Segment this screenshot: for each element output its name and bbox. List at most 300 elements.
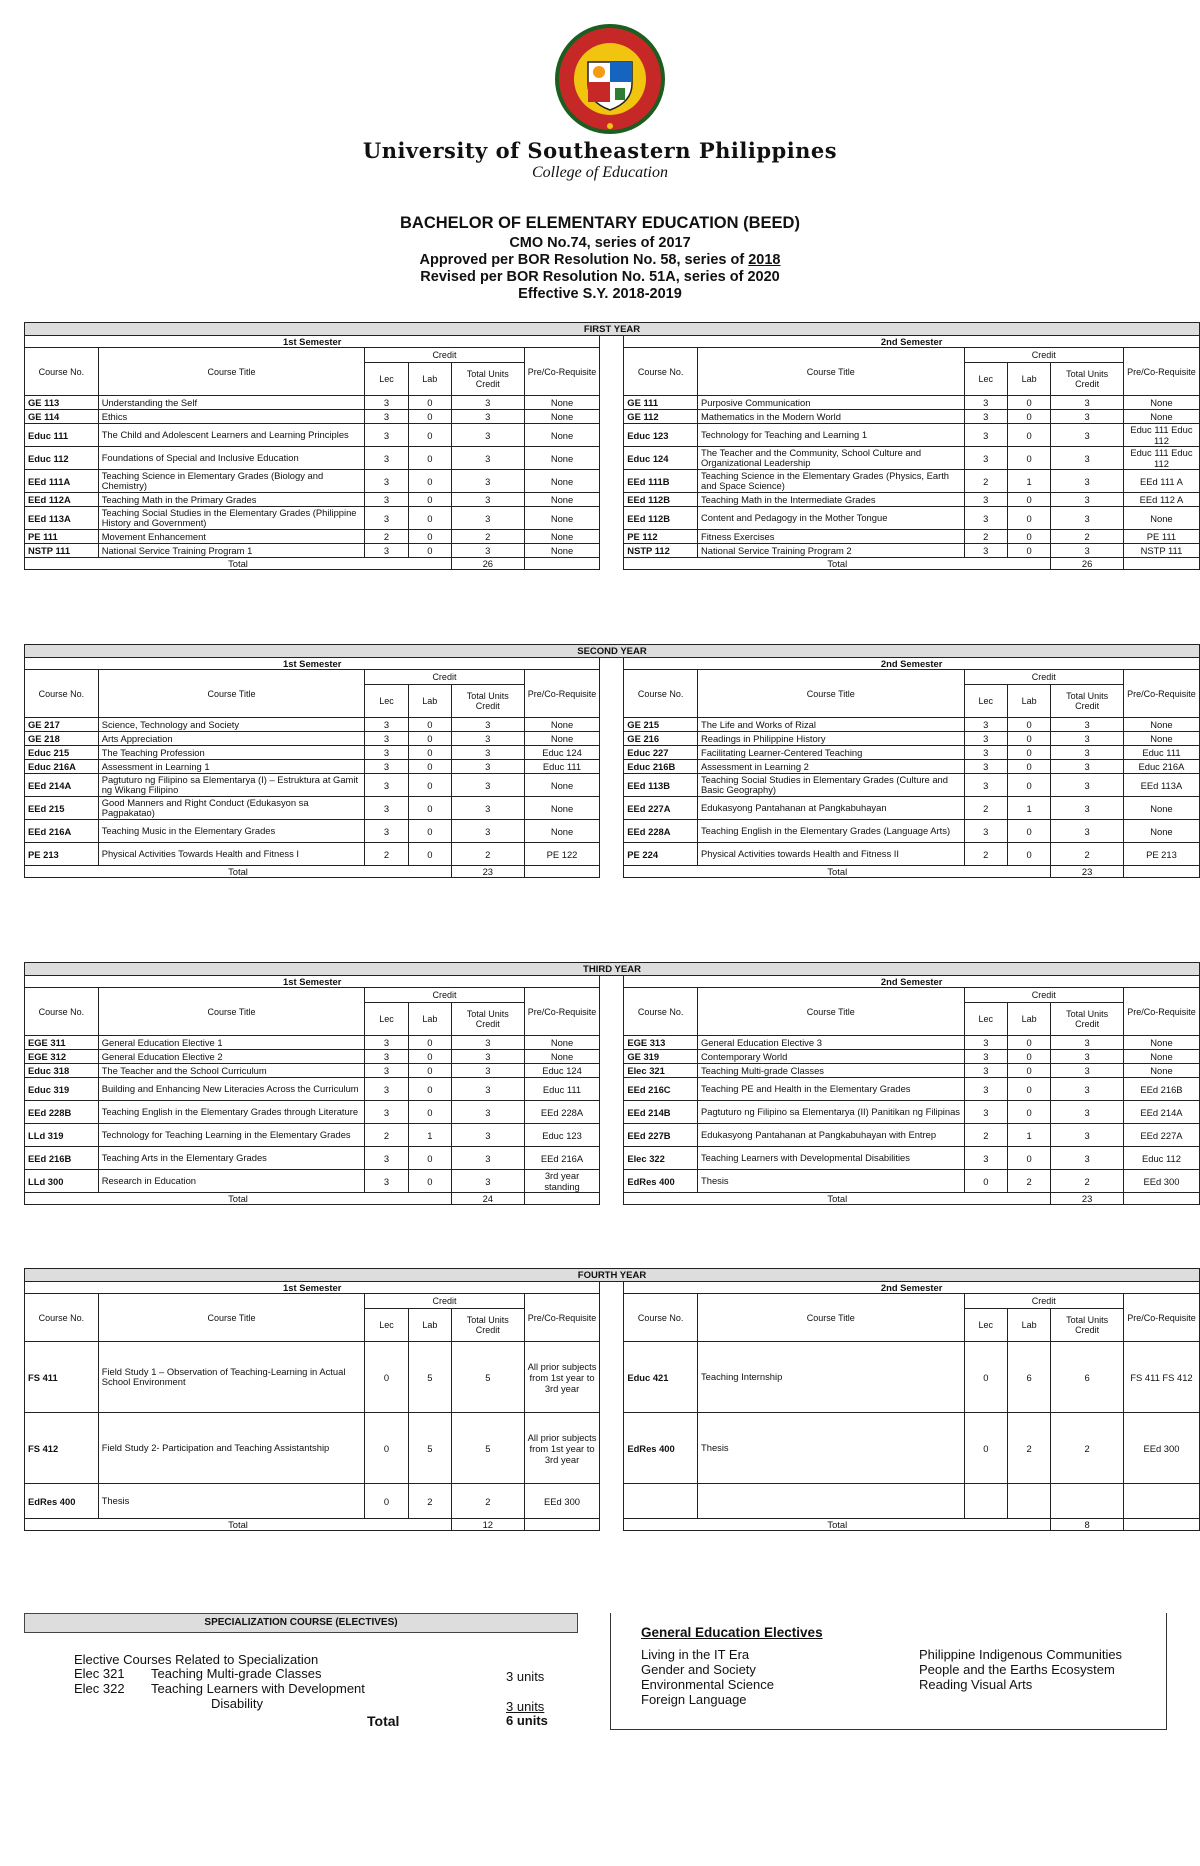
course-title-header: Course Title xyxy=(697,348,964,396)
empty-cell xyxy=(1123,1519,1199,1531)
column-gap xyxy=(600,658,624,670)
year-heading: FIRST YEAR xyxy=(25,323,1200,336)
column-gap xyxy=(600,530,624,544)
ge-electives-heading: General Education Electives xyxy=(641,1625,823,1640)
column-gap xyxy=(600,1003,624,1036)
column-gap xyxy=(600,732,624,746)
course-title: Pagtuturo ng Filipino sa Elementarya (I) – Estruktura at Gamit ng Wikang Filipino xyxy=(98,774,365,797)
prerequisite: Educ 124 xyxy=(524,1064,600,1078)
course-code: Educ 123 xyxy=(624,424,698,447)
total-units: 3 xyxy=(1051,718,1124,732)
lec-units: 3 xyxy=(365,760,408,774)
specialization-electives-box xyxy=(24,1613,578,1729)
total-label: Total xyxy=(25,558,452,570)
lab-units: 0 xyxy=(408,843,451,866)
lab-units: 0 xyxy=(408,1064,451,1078)
lec-units: 3 xyxy=(964,396,1007,410)
column-gap xyxy=(600,797,624,820)
column-gap xyxy=(600,718,624,732)
column-gap xyxy=(600,410,624,424)
column-gap xyxy=(600,1170,624,1193)
course-code: GE 216 xyxy=(624,732,698,746)
course-no-header: Course No. xyxy=(25,670,99,718)
lec-units: 0 xyxy=(964,1342,1007,1413)
ge-elective-item: Gender and Society xyxy=(641,1662,756,1677)
lab-units: 2 xyxy=(1007,1170,1050,1193)
total-units-header: Total Units Credit xyxy=(451,363,524,396)
course-code: EGE 312 xyxy=(25,1050,99,1064)
prerequisite: EEd 216B xyxy=(1123,1078,1199,1101)
total-units: 3 xyxy=(1051,820,1124,843)
empty-cell xyxy=(1123,558,1199,570)
prereq-header: Pre/Co-Requisite xyxy=(1123,348,1199,396)
course-title: Ethics xyxy=(98,410,365,424)
course-no-header: Course No. xyxy=(624,348,698,396)
course-code: PE 111 xyxy=(25,530,99,544)
total-units: 6 xyxy=(1051,1342,1124,1413)
course-title: Movement Enhancement xyxy=(98,530,365,544)
course-code: Educ 216A xyxy=(25,760,99,774)
total-units: 3 xyxy=(452,1170,525,1193)
prereq-header: Pre/Co-Requisite xyxy=(524,348,600,396)
column-gap xyxy=(600,1036,624,1050)
lec-units: 3 xyxy=(964,447,1007,470)
credit-header: Credit xyxy=(365,988,524,1003)
lec-units: 3 xyxy=(964,760,1007,774)
ge-elective-item: Living in the IT Era xyxy=(641,1647,750,1662)
total-units: 3 xyxy=(452,1064,525,1078)
lec-header: Lec xyxy=(964,363,1007,396)
lab-header: Lab xyxy=(408,363,451,396)
course-code: EEd 227B xyxy=(624,1124,698,1147)
column-gap xyxy=(600,1124,624,1147)
course-code: GE 113 xyxy=(25,396,99,410)
column-gap xyxy=(600,760,624,774)
lec-units: 3 xyxy=(964,746,1007,760)
semester-total-units: 24 xyxy=(452,1193,525,1205)
semester-heading: 2nd Semester xyxy=(624,658,1200,670)
course-code: EEd 113B xyxy=(624,774,698,797)
total-units: 2 xyxy=(1051,1413,1124,1484)
total-units: 3 xyxy=(1051,544,1124,558)
course-title: The Life and Works of Rizal xyxy=(697,718,964,732)
course-title: National Service Training Program 2 xyxy=(697,544,964,558)
semester-total-units: 8 xyxy=(1051,1519,1124,1531)
prerequisite: EEd 214A xyxy=(1123,1101,1199,1124)
prerequisite: Educ 216A xyxy=(1123,760,1199,774)
course-code: EEd 113A xyxy=(25,507,99,530)
total-units-header: Total Units Credit xyxy=(452,1003,525,1036)
lab-units: 0 xyxy=(1007,1078,1050,1101)
prerequisite: All prior subjects from 1st year to 3rd year xyxy=(524,1413,600,1484)
semester-heading: 2nd Semester xyxy=(624,1282,1200,1294)
course-code: GE 114 xyxy=(25,410,99,424)
total-units: 3 xyxy=(451,774,524,797)
semester-heading: 2nd Semester xyxy=(624,976,1200,988)
year-heading: SECOND YEAR xyxy=(25,645,1200,658)
course-code: Elec 321 xyxy=(624,1064,698,1078)
course-code: Educ 319 xyxy=(25,1078,99,1101)
column-gap xyxy=(600,1519,624,1531)
total-units: 3 xyxy=(451,746,524,760)
course-title: Thesis xyxy=(698,1170,965,1193)
total-label: Total xyxy=(25,1193,452,1205)
lab-units: 0 xyxy=(408,424,451,447)
total-units: 3 xyxy=(1051,732,1124,746)
prereq-header: Pre/Co-Requisite xyxy=(524,988,600,1036)
course-code: PE 224 xyxy=(624,843,698,866)
prerequisite: Educ 123 xyxy=(524,1124,600,1147)
prerequisite: None xyxy=(524,507,600,530)
course-title: General Education Elective 1 xyxy=(98,1036,365,1050)
course-no-header: Course No. xyxy=(624,1294,698,1342)
lab-units: 0 xyxy=(408,746,451,760)
lec-header: Lec xyxy=(964,685,1007,718)
lab-units: 0 xyxy=(1007,507,1050,530)
course-title: Teaching Learners with Developmental Disabilities xyxy=(698,1147,965,1170)
column-gap xyxy=(600,774,624,797)
total-units: 3 xyxy=(451,718,524,732)
lec-units: 3 xyxy=(365,746,408,760)
semester-total-units: 26 xyxy=(451,558,524,570)
year-heading: THIRD YEAR xyxy=(25,963,1200,976)
course-title: Teaching English in the Elementary Grades (Language Arts) xyxy=(697,820,964,843)
lec-units: 0 xyxy=(365,1342,408,1413)
lab-units: 5 xyxy=(408,1413,451,1484)
total-units-header: Total Units Credit xyxy=(451,685,524,718)
semester-total-units: 23 xyxy=(1051,866,1124,878)
column-gap xyxy=(600,1050,624,1064)
course-code: LLd 300 xyxy=(25,1170,99,1193)
lec-units: 3 xyxy=(365,1036,408,1050)
course-title-header: Course Title xyxy=(98,348,365,396)
prerequisite: None xyxy=(524,797,600,820)
specialization-total-label: Total xyxy=(367,1713,400,1729)
elective-units: 3 units xyxy=(506,1669,545,1684)
lab-units: 0 xyxy=(1007,424,1050,447)
lab-units: 0 xyxy=(408,410,451,424)
course-title-header: Course Title xyxy=(98,988,365,1036)
course-code: EEd 216B xyxy=(25,1147,99,1170)
total-units: 3 xyxy=(1051,1147,1124,1170)
lab-units: 0 xyxy=(1007,1050,1050,1064)
lab-units: 1 xyxy=(1007,470,1050,493)
lec-units: 3 xyxy=(964,544,1007,558)
course-code: Educ 112 xyxy=(25,447,99,470)
total-units: 3 xyxy=(1051,410,1124,424)
lab-header: Lab xyxy=(408,1309,451,1342)
total-units: 3 xyxy=(452,1078,525,1101)
lec-header: Lec xyxy=(365,363,408,396)
lab-header: Lab xyxy=(1007,363,1050,396)
lec-units: 2 xyxy=(365,1124,408,1147)
total-units: 3 xyxy=(1051,493,1124,507)
course-title-header: Course Title xyxy=(698,1294,965,1342)
empty-cell xyxy=(964,1484,1007,1519)
course-title-header: Course Title xyxy=(697,670,964,718)
prerequisite: None xyxy=(524,718,600,732)
prerequisite: EEd 300 xyxy=(524,1484,600,1519)
elective-title-cont: Disability xyxy=(211,1696,264,1711)
course-title: The Teacher and the Community, School Culture and Organizational Leadership xyxy=(697,447,964,470)
lab-units: 0 xyxy=(408,447,451,470)
lec-units: 3 xyxy=(365,1101,408,1124)
column-gap xyxy=(600,746,624,760)
total-units-header: Total Units Credit xyxy=(1051,1003,1124,1036)
prerequisite: Educ 111 xyxy=(524,1078,600,1101)
lab-units: 0 xyxy=(1007,1064,1050,1078)
course-title: Teaching PE and Health in the Elementary Grades xyxy=(698,1078,965,1101)
course-title: The Teacher and the School Curriculum xyxy=(98,1064,365,1078)
ge-elective-item: People and the Earths Ecosystem xyxy=(919,1662,1115,1677)
ge-electives-col1 xyxy=(641,1647,774,1707)
lec-units: 3 xyxy=(365,447,408,470)
lec-header: Lec xyxy=(365,1003,408,1036)
prerequisite: None xyxy=(1123,1050,1199,1064)
prerequisite: None xyxy=(524,774,600,797)
lec-units: 3 xyxy=(365,493,408,507)
specialization-intro: Elective Courses Related to Specialization xyxy=(74,1652,319,1667)
approved-line: Approved per BOR Resolution No. 58, series of 2018 xyxy=(419,252,781,268)
total-units: 3 xyxy=(452,1124,525,1147)
column-gap xyxy=(600,1413,624,1484)
course-title: Field Study 1 – Observation of Teaching-Learning in Actual School Environment xyxy=(98,1342,365,1413)
total-units: 3 xyxy=(1051,1050,1124,1064)
total-units: 3 xyxy=(1051,797,1124,820)
lab-units: 0 xyxy=(1007,493,1050,507)
total-units: 5 xyxy=(452,1342,525,1413)
total-units: 2 xyxy=(1051,843,1124,866)
course-code: EEd 214B xyxy=(624,1101,698,1124)
lab-units: 0 xyxy=(408,493,451,507)
semester-heading: 2nd Semester xyxy=(624,336,1200,348)
column-gap xyxy=(600,363,624,396)
lab-header: Lab xyxy=(1007,1309,1050,1342)
lec-units: 3 xyxy=(964,493,1007,507)
course-title: Readings in Philippine History xyxy=(697,732,964,746)
total-units: 3 xyxy=(451,507,524,530)
course-code: Educ 216B xyxy=(624,760,698,774)
prereq-header: Pre/Co-Requisite xyxy=(1123,988,1199,1036)
prerequisite: None xyxy=(524,470,600,493)
course-title: Edukasyong Pantahanan at Pangkabuhayan with Entrep xyxy=(698,1124,965,1147)
lec-units: 3 xyxy=(365,1170,408,1193)
prereq-header: Pre/Co-Requisite xyxy=(524,670,600,718)
lec-units: 2 xyxy=(365,530,408,544)
elective-units: 3 units xyxy=(506,1699,545,1714)
prerequisite: None xyxy=(1123,410,1199,424)
column-gap xyxy=(600,1342,624,1413)
lab-units: 0 xyxy=(408,1101,451,1124)
ge-elective-item: Philippine Indigenous Communities xyxy=(919,1647,1123,1662)
course-code: PE 112 xyxy=(624,530,698,544)
lec-units: 3 xyxy=(365,1147,408,1170)
total-units: 3 xyxy=(1051,507,1124,530)
semester-heading: 1st Semester xyxy=(25,1282,600,1294)
course-code: FS 412 xyxy=(25,1413,99,1484)
course-code: EEd 111A xyxy=(25,470,99,493)
course-no-header: Course No. xyxy=(25,1294,99,1342)
total-units: 3 xyxy=(451,410,524,424)
lab-header: Lab xyxy=(1007,1003,1050,1036)
column-gap xyxy=(600,470,624,493)
lab-units: 5 xyxy=(408,1342,451,1413)
lec-units: 3 xyxy=(365,544,408,558)
lab-units: 0 xyxy=(408,1147,451,1170)
lab-header: Lab xyxy=(1007,685,1050,718)
course-title: Teaching Science in Elementary Grades (Biology and Chemistry) xyxy=(98,470,365,493)
course-code: Educ 318 xyxy=(25,1064,99,1078)
university-seal-icon xyxy=(553,22,667,136)
course-code: NSTP 112 xyxy=(624,544,698,558)
prerequisite: None xyxy=(524,1050,600,1064)
university-name: University of Southeastern Philippines xyxy=(362,138,838,163)
column-gap xyxy=(600,976,624,988)
total-units: 3 xyxy=(451,544,524,558)
course-title: Content and Pedagogy in the Mother Tongue xyxy=(697,507,964,530)
course-code: GE 215 xyxy=(624,718,698,732)
column-gap xyxy=(600,1147,624,1170)
prerequisite: None xyxy=(524,410,600,424)
lec-units: 3 xyxy=(365,470,408,493)
course-code: EGE 311 xyxy=(25,1036,99,1050)
semester-total-units: 12 xyxy=(452,1519,525,1531)
lab-units: 0 xyxy=(1007,447,1050,470)
lec-units: 3 xyxy=(365,774,408,797)
course-title-header: Course Title xyxy=(98,670,365,718)
lec-units: 2 xyxy=(964,797,1007,820)
course-code: EEd 111B xyxy=(624,470,698,493)
total-label: Total xyxy=(624,1193,1051,1205)
course-title: Assessment in Learning 1 xyxy=(98,760,365,774)
total-units: 3 xyxy=(452,1036,525,1050)
total-units: 3 xyxy=(451,396,524,410)
elective-code: Elec 321 xyxy=(74,1666,125,1681)
column-gap xyxy=(600,1294,624,1309)
credit-header: Credit xyxy=(964,348,1123,363)
prerequisite: EEd 228A xyxy=(524,1101,600,1124)
prerequisite: None xyxy=(524,530,600,544)
total-units: 3 xyxy=(1051,470,1124,493)
total-units: 3 xyxy=(451,424,524,447)
prerequisite: PE 122 xyxy=(524,843,600,866)
course-title: Teaching Arts in the Elementary Grades xyxy=(98,1147,365,1170)
lec-units: 3 xyxy=(365,718,408,732)
course-title: Teaching Internship xyxy=(698,1342,965,1413)
prerequisite: EEd 111 A xyxy=(1123,470,1199,493)
total-units: 3 xyxy=(452,1050,525,1064)
total-units: 3 xyxy=(452,1101,525,1124)
first-year-table xyxy=(24,322,1200,570)
prerequisite: EEd 300 xyxy=(1123,1413,1199,1484)
course-code: EEd 215 xyxy=(25,797,99,820)
column-gap xyxy=(600,1193,624,1205)
total-units-header: Total Units Credit xyxy=(452,1309,525,1342)
column-gap xyxy=(600,1064,624,1078)
course-title: Technology for Teaching Learning in the Elementary Grades xyxy=(98,1124,365,1147)
course-code: GE 112 xyxy=(624,410,698,424)
course-code: GE 218 xyxy=(25,732,99,746)
lab-units: 0 xyxy=(408,544,451,558)
course-title: Pagtuturo ng Filipino sa Elementarya (II) Panitikan ng Filipinas xyxy=(698,1101,965,1124)
total-units: 3 xyxy=(1051,424,1124,447)
course-title: The Child and Adolescent Learners and Learning Principles xyxy=(98,424,365,447)
lec-units: 3 xyxy=(964,1147,1007,1170)
second-year-table xyxy=(24,644,1200,878)
lab-units: 2 xyxy=(408,1484,451,1519)
lec-units: 3 xyxy=(365,410,408,424)
lec-units: 3 xyxy=(964,820,1007,843)
course-title: Teaching Science in the Elementary Grades (Physics, Earth and Space Science) xyxy=(697,470,964,493)
total-label: Total xyxy=(624,866,1051,878)
course-no-header: Course No. xyxy=(624,988,698,1036)
course-code: EGE 313 xyxy=(624,1036,698,1050)
semester-total-units: 26 xyxy=(1051,558,1124,570)
ge-elective-item: Reading Visual Arts xyxy=(919,1677,1033,1692)
total-units: 3 xyxy=(1051,760,1124,774)
prerequisite: PE 213 xyxy=(1123,843,1199,866)
ge-elective-item: Foreign Language xyxy=(641,1692,747,1707)
course-title: Teaching Math in the Primary Grades xyxy=(98,493,365,507)
course-code: GE 217 xyxy=(25,718,99,732)
lab-units: 0 xyxy=(1007,1101,1050,1124)
lab-units: 0 xyxy=(1007,410,1050,424)
lec-units: 3 xyxy=(964,774,1007,797)
total-units: 3 xyxy=(1051,1101,1124,1124)
prerequisite: None xyxy=(524,1036,600,1050)
lab-units: 0 xyxy=(408,530,451,544)
prereq-header: Pre/Co-Requisite xyxy=(1123,1294,1199,1342)
ge-electives-box xyxy=(610,1613,1167,1730)
lab-units: 1 xyxy=(1007,797,1050,820)
total-units: 2 xyxy=(451,530,524,544)
lec-header: Lec xyxy=(365,1309,408,1342)
course-code: LLd 319 xyxy=(25,1124,99,1147)
total-units: 3 xyxy=(452,1147,525,1170)
course-title: Contemporary World xyxy=(698,1050,965,1064)
lab-units: 0 xyxy=(1007,843,1050,866)
lab-units: 0 xyxy=(1007,718,1050,732)
prerequisite: PE 111 xyxy=(1123,530,1199,544)
college-name: College of Education xyxy=(532,164,668,181)
course-title: Teaching Social Studies in the Elementary Grades (Philippine History and Government) xyxy=(98,507,365,530)
semester-heading: 1st Semester xyxy=(25,658,600,670)
course-title: Facilitating Learner-Centered Teaching xyxy=(697,746,964,760)
lab-units: 0 xyxy=(408,797,451,820)
credit-header: Credit xyxy=(964,988,1123,1003)
course-title-header: Course Title xyxy=(698,988,965,1036)
lec-units: 3 xyxy=(365,820,408,843)
lec-units: 3 xyxy=(964,718,1007,732)
lab-units: 0 xyxy=(408,820,451,843)
total-units: 3 xyxy=(1051,396,1124,410)
lab-units: 0 xyxy=(408,1170,451,1193)
lab-units: 0 xyxy=(1007,396,1050,410)
lec-units: 2 xyxy=(964,530,1007,544)
column-gap xyxy=(600,1309,624,1342)
lec-units: 3 xyxy=(365,1050,408,1064)
total-units: 5 xyxy=(452,1413,525,1484)
third-year-table xyxy=(24,962,1200,1205)
prerequisite: None xyxy=(1123,732,1199,746)
semester-total-units: 23 xyxy=(1051,1193,1124,1205)
prerequisite: None xyxy=(524,493,600,507)
course-title: Building and Enhancing New Literacies Across the Curriculum xyxy=(98,1078,365,1101)
course-title: Assessment in Learning 2 xyxy=(697,760,964,774)
column-gap xyxy=(600,866,624,878)
course-title: Field Study 2- Participation and Teaching Assistantship xyxy=(98,1413,365,1484)
course-title: Teaching Music in the Elementary Grades xyxy=(98,820,365,843)
